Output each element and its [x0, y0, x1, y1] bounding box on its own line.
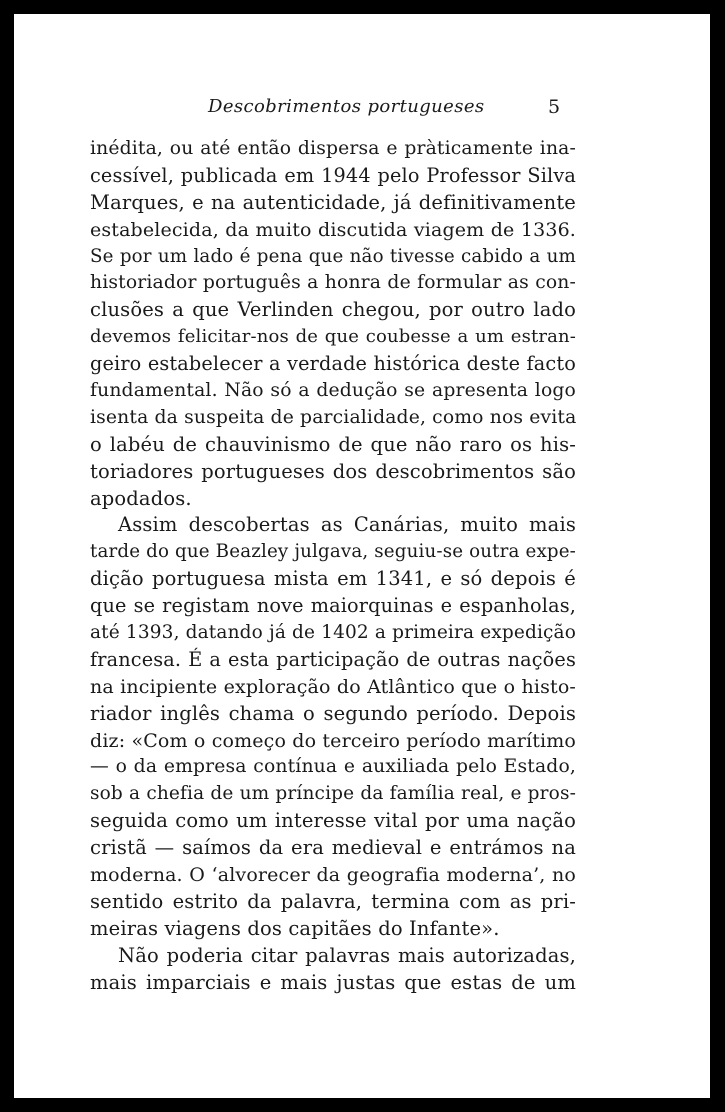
book-page	[14, 14, 710, 1098]
text-line: mais imparciais e mais justas que estas de um	[90, 970, 576, 994]
text-line: inédita, ou até então dispersa e pràticamente ina-	[90, 138, 576, 159]
text-line: sob a chefia de um príncipe da família real, e pros-	[90, 783, 576, 805]
paragraph	[90, 512, 576, 942]
text-line: na incipiente exploração do Atlântico que o histo-	[90, 675, 576, 698]
text-line: cessível, publicada em 1944 pelo Professor Silva	[90, 163, 576, 187]
paragraph	[90, 136, 576, 512]
text-line: clusões a que Verlinden chegou, por outro lado	[90, 298, 576, 322]
text-line: Assim descobertas as Canárias, muito mais	[118, 513, 576, 537]
body-text	[90, 136, 576, 997]
text-line: francesa. É a esta participação de outras nações	[90, 647, 576, 671]
text-line: estabelecida, da muito discutida viagem de 1336.	[90, 218, 576, 241]
text-line: moderna. O ‘alvorecer da geografia moderna’, no	[90, 864, 576, 887]
text-line: seguida como um interesse vital por uma nação	[90, 809, 576, 833]
page-number: 5	[548, 96, 561, 118]
text-line: geiro estabelecer a verdade histórica deste facto	[90, 352, 576, 376]
text-line: diz: «Com o começo do terceiro período marítimo	[90, 729, 576, 752]
text-line: sentido estrito da palavra, termina com as pri-	[90, 889, 576, 913]
text-line: cristã — saímos da era medieval e entrámos na	[90, 836, 576, 860]
text-line: riador inglês chama o segundo período. Depois	[90, 701, 576, 725]
text-line: devemos felicitar-nos de que coubesse a um estran-	[90, 326, 576, 348]
text-line: até 1393, datando já de 1402 a primeira expedição	[90, 622, 577, 644]
text-line: historiador português a honra de formular as con-	[90, 272, 576, 294]
text-line: toriadores portugueses dos descobrimentos são	[90, 459, 576, 483]
text-line: isenta da suspeita de parcialidade, como nos evita	[90, 406, 577, 428]
running-head-title: Descobrimentos portugueses	[208, 96, 485, 117]
text-line: que se registam nove maiorquinas e espanholas,	[90, 594, 576, 618]
text-line: Não poderia citar palavras mais autorizadas,	[118, 943, 576, 967]
text-line: dição portuguesa mista em 1341, e só depois é	[90, 567, 576, 591]
text-line: Se por um lado é pena que não tivesse cabido a um	[90, 245, 576, 267]
text-line: apodados.	[90, 486, 192, 510]
paragraph	[90, 943, 576, 997]
text-line: meiras viagens dos capitães do Infante».	[90, 916, 500, 940]
text-line: tarde do que Beazley julgava, seguiu-se outra expe-	[90, 541, 576, 563]
text-line: fundamental. Não só a dedução se apresenta logo	[90, 380, 576, 402]
text-line: — o da empresa contínua e auxiliada pelo Estado,	[90, 756, 576, 778]
text-line: Marques, e na autenticidade, já definitivamente	[90, 190, 576, 214]
text-line: o labéu de chauvinismo de que não raro os his-	[90, 432, 576, 456]
